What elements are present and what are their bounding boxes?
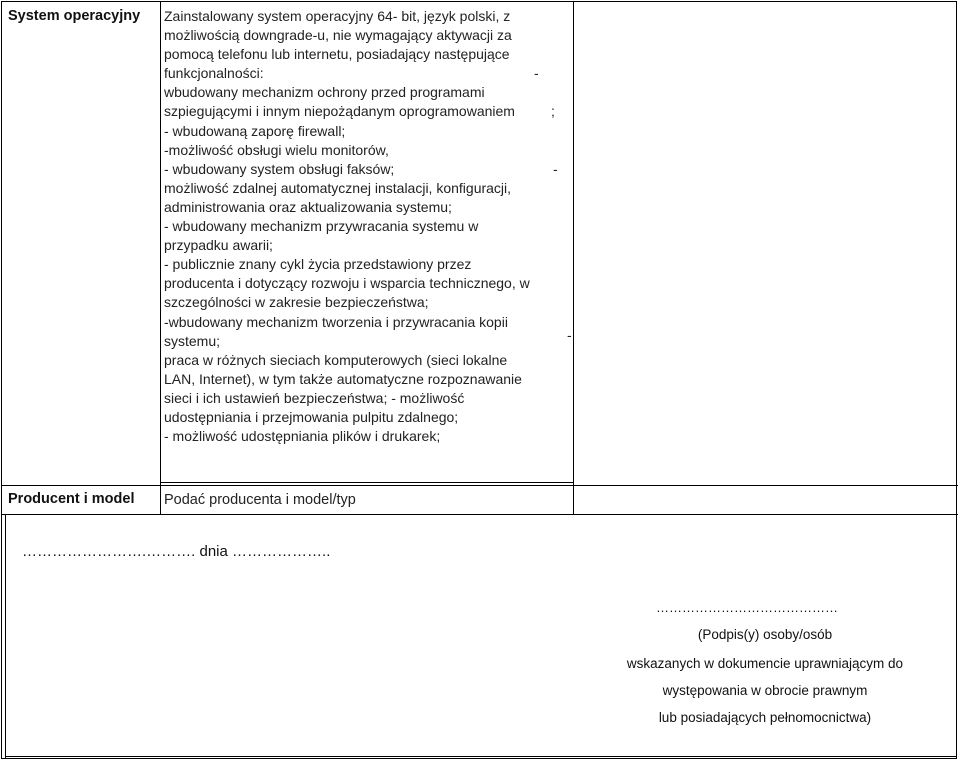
spec-line: pomocą telefonu lub internetu, posiadający następujące	[164, 46, 510, 63]
spec-line: możliwością downgrade-u, nie wymagający aktywacji za	[164, 27, 512, 44]
spec-line: -możliwość obsługi wielu monitorów,	[164, 141, 389, 158]
spec-line: administrowania oraz aktualizowania systemu;	[164, 198, 452, 215]
spec-line: sieci i ich ustawień bezpieczeństwa; - możliwość	[164, 389, 465, 406]
spec-line: przypadku awarii;	[164, 237, 273, 254]
spec-line: udostępniania i przejmowania pulpitu zdalnego;	[164, 408, 459, 425]
spec-semicolon: ;	[551, 103, 555, 120]
spec-line-text: funkcjonalności:	[164, 65, 264, 82]
spec-line: praca w różnych sieciach komputerowych (sieci lokalne	[164, 351, 508, 368]
spec-line: wbudowany mechanizm ochrony przed programami	[164, 84, 485, 101]
row-divider	[1, 485, 958, 486]
spec-line: producenta i dotyczący rozwoju i wsparcia technicznego, w	[164, 275, 530, 292]
spec-line-text: szpiegującymi i innym niepożądanym oprogramowaniem	[164, 103, 515, 120]
os-requirements-text	[164, 7, 572, 446]
spec-line-text: - wbudowany system obsługi faksów;	[164, 160, 395, 177]
row-divider-2	[1, 514, 958, 515]
signature-caption: występowania w obrocie prawnym	[662, 683, 868, 698]
column-divider-left	[160, 1, 161, 515]
inner-bottom-border	[5, 756, 957, 757]
producer-model-value[interactable]: Podać producenta i model/typ	[164, 492, 356, 508]
inner-left-border	[5, 514, 6, 758]
spec-line	[164, 64, 566, 83]
spec-line: - wbudowaną zaporę firewall;	[164, 122, 346, 139]
spec-line: Zainstalowany system operacyjny 64- bit, język polski, z	[164, 8, 511, 24]
spec-line	[164, 102, 566, 121]
column-divider-right	[573, 1, 574, 515]
spec-line: - możliwość udostępniania plików i drukarek;	[164, 428, 441, 445]
date-line[interactable]: …………………….………. dnia ………………..	[22, 543, 331, 560]
row1-inner-bottom	[160, 482, 574, 483]
spec-line: - publicznie znany cykl życia przedstawiony przez	[164, 256, 472, 273]
spec-line: możliwość zdalnej automatycznej instalacji, konfiguracji,	[164, 179, 512, 196]
spec-line: LAN, Internet), w tym także automatyczne rozpoznawanie	[164, 370, 522, 387]
signature-caption: (Podpis(y) osoby/osób	[697, 627, 833, 642]
signature-caption: wskazanych w dokumencie uprawniającym do	[626, 656, 904, 671]
spec-dash: -	[534, 65, 539, 82]
spec-dash: -	[553, 160, 558, 177]
row-label-producer: Producent i model	[8, 491, 135, 507]
spec-line	[164, 160, 566, 179]
spec-line: szczególności w zakresie bezpieczeństwa;	[164, 294, 429, 311]
signature-dots[interactable]: ……………………………………	[656, 600, 838, 615]
spec-line: - wbudowany mechanizm przywracania systemu w	[164, 218, 479, 235]
row-label-os: System operacyjny	[8, 8, 141, 24]
signature-caption: lub posiadających pełnomocnictwa)	[658, 710, 872, 725]
spec-dash: -	[567, 326, 572, 343]
spec-line-text: systemu;	[164, 332, 221, 349]
spec-line	[164, 326, 572, 351]
spec-line: -wbudowany mechanizm tworzenia i przywracania kopii	[164, 313, 508, 330]
